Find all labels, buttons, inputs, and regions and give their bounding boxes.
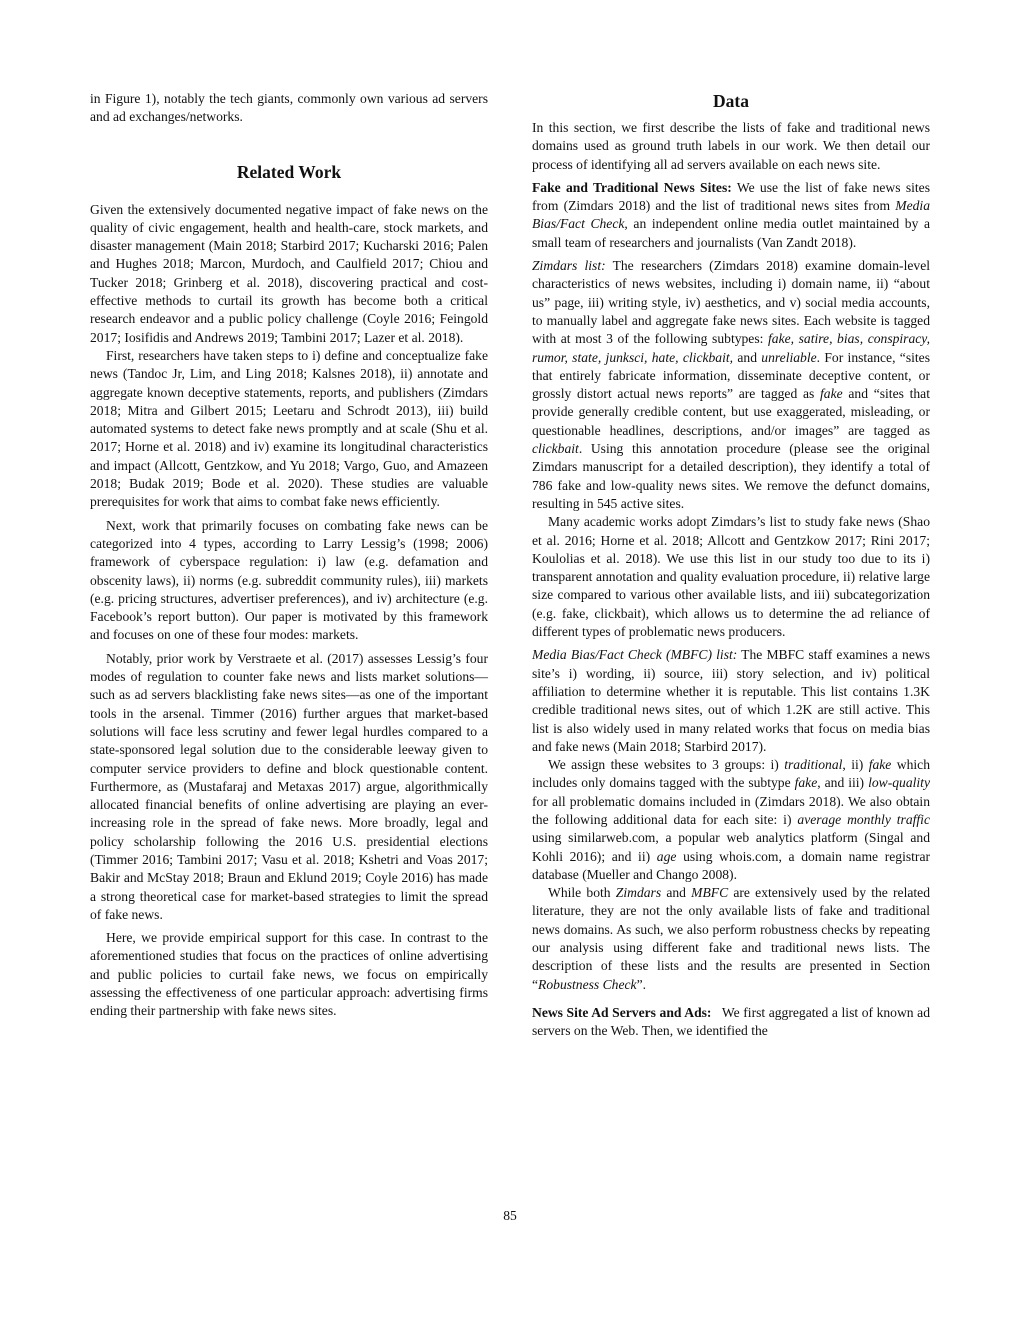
right-column <box>532 90 934 1041</box>
related-paragraph-3: Next, work that primarily focuses on combating fake news can be categorized into 4 types, according to Larry Lessig’s (1998; 2006) framework of cyberspace regulation: i) law (e.g. defamation and obscenity laws), ii) norms (e.g. subreddit community rules), iii) markets (e.g. pricing structures, advertiser preferences), and iv) architecture (e.g. Facebook’s report button). Our paper is motivated by this framework and focuses on one of these four modes: markets. <box>90 517 488 643</box>
related-paragraph-5: Here, we provide empirical support for this case. In contrast to the aforementioned studies that focus on the practices of online advertising and public policies to curtail fake news, we focus on empirically assessing the effectiveness of one particular approach: advertising firms ending their partnership with fake news sites. <box>90 930 488 1019</box>
intro-paragraph: in Figure 1), notably the tech giants, commonly own various ad servers and ad exchanges/networks. <box>90 91 488 125</box>
zimdars-adoption-paragraph: Many academic works adopt Zimdars’s list to study fake news (Shao et al. 2016; Horne et al. 2018; Allcott and Gentzkow 2017; Rini 2017; Koulolias et al. 2018). We use this list in our study too due to its i) transparent annotation and quality evaluation procedure, ii) relative large size compared to various other available lists, and iii) subcategorization (e.g. fake, clickbait), which allows us to determine the ad reliance of different types of problematic news producers. <box>532 514 930 640</box>
data-heading: Data <box>713 91 749 111</box>
page-number: 85 <box>503 1208 517 1223</box>
mbfc-paragraph: Media Bias/Fact Check (MBFC) list: The MBFC staff examines a news site’s i) wording, ii) source, iii) story selection, and iv) political affiliation to determine whether it is reputable. This list contains 1.3K credible traditional news sites, out of which 1.2K are still active. This list is also widely used in many related works that focus on media bias and fake news (Main 2018; Starbird 2017). <box>532 647 930 754</box>
data-paragraph-intro: In this section, we first describe the lists of fake and traditional news domains used as ground truth labels in our work. We then detail our process of identifying all ad servers available on each news site. <box>532 120 930 172</box>
fake-traditional-lead: Fake and Traditional News Sites: <box>532 179 732 195</box>
fake-traditional-paragraph: Fake and Traditional News Sites: We use the list of fake news sites from (Zimdars 2018) and the list of traditional news sites from Media Bias/Fact Check, an independent online media outlet maintained by a small team of researchers and journalists (Van Zandt 2018). <box>532 179 931 250</box>
mbfc-lead: Media Bias/Fact Check (MBFC) list: <box>532 647 738 663</box>
ad-servers-paragraph: News Site Ad Servers and Ads: We first aggregated a list of known ad servers on the Web. Then, we identified the <box>532 1004 934 1039</box>
left-column <box>90 90 488 1021</box>
related-paragraph-2: First, researchers have taken steps to i) define and conceptualize fake news (Tandoc Jr, Lim, and Ling 2018; Kalsnes 2018), ii) annotate and aggregate known deceptive statements, reports, and publishers (Zimdars 2018; Mitra and Gilbert 2015; Leetaru and Schrodt 2013), iii) build automated systems to detect fake news promptly and at scale (Shu et al. 2017; Horne et al. 2018) and iv) examine its longitudinal characteristics and impact (Allcott, Gentzkow, and Yu 2018; Vargo, Guo, and Amazeen 2018; Budak 2019; Bode et al. 2020). These studies are valuable prerequisites for work that aims to combat fake news efficiently. <box>90 347 488 510</box>
zimdars-paragraph: Zimdars list: The researchers (Zimdars 2018) examine domain-level characteristics of news websites, including i) domain name, ii) “about us” page, iii) writing style, iv) aesthetics, and v) social media accounts, to manually label and aggregate fake news sites. Each website is tagged with at most 3 of the following subtypes: fake, satire, bias, conspiracy, rumor, state, junksci, hate, clickbait, and unreliable. For instance, “sites that entirely fabricate information, disseminate deceptive content, or grossly distort actual news reports” are tagged as fake and “sites that provide generally credible content, but use exaggerated, misleading, or questionable headlines, descriptions, and/or images” are tagged as clickbait. Using this annotation procedure (please see the original Zimdars manuscript for a detailed description), they identify a total of 786 fake and low-quality news sites. We remove the defunct domains, resulting in 545 active sites. <box>532 258 931 511</box>
related-paragraph-4: Notably, prior work by Verstraete et al. (2017) assesses Lessig’s four modes of regulation to counter fake news and lists market solutions—such as ad servers blacklisting fake news sites—as one of the important tools in the arsenal. Timmer (2016) further argues that market-based solutions will face less scrutiny and fewer legal hurdles compared to a state-sponsored legal solution due to the considerable leeway given to computer service providers to define and block questionable content. Furthermore, as (Mustafaraj and Metaxas 2017) argue, algorithmically allocated financial benefits of online advertising are playing an ever-increasing role in the spread of fake news. More broadly, legal and policy scholarship following the 2016 U.S. presidential elections (Timmer 2016; Tambini 2017; Vasu et al. 2018; Kshetri and Voas 2017; Bakir and McStay 2018; Braun and Eklund 2019; Coyle 2016) has made a strong theoretical case for market-based strategies to limit the spread of fake news. <box>90 650 488 922</box>
ad-servers-lead: News Site Ad Servers and Ads: <box>532 1004 712 1020</box>
related-work-heading: Related Work <box>236 161 342 182</box>
robustness-paragraph: While both Zimdars and MBFC are extensively used by the related literature, they are not the only available lists of fake and traditional news domains. As such, we also perform robustness checks by repeating our analysis using different fake and traditional news lists. The description of these lists and the results are presented in Section “Robustness Check”. <box>532 885 930 992</box>
related-paragraph-1: Given the extensively documented negative impact of fake news on the quality of civic engagement, health and health-care, stock markets, and disaster management (Main 2018; Starbird 2017; Kucharski 2016; Palen and Hughes 2018; Marcon, Murdoch, and Caulfield 2017; Chiou and Tucker 2018; Grinberg et al. 2018), discovering practical and cost-effective methods to curtail its growth has become both a critical research endeavor and a public policy challenge (Coyle 2016; Feingold 2017; Iosifidis and Andrews 2019; Tambini 2017; Lazer et al. 2018). <box>90 201 488 345</box>
groups-paragraph: We assign these websites to 3 groups: i) traditional, ii) fake which includes only domains tagged with the subtype fake, and iii) low-quality for all problematic domains included in (Zimdars 2018). We also obtain the following additional data for each site: i) average monthly traffic using similarweb.com, a popular web analytics platform (Singal and Kohli 2016); and ii) age using whois.com, a domain name registrar database (Mueller and Chango 2008). <box>532 757 931 882</box>
zimdars-lead: Zimdars list: <box>532 258 606 274</box>
